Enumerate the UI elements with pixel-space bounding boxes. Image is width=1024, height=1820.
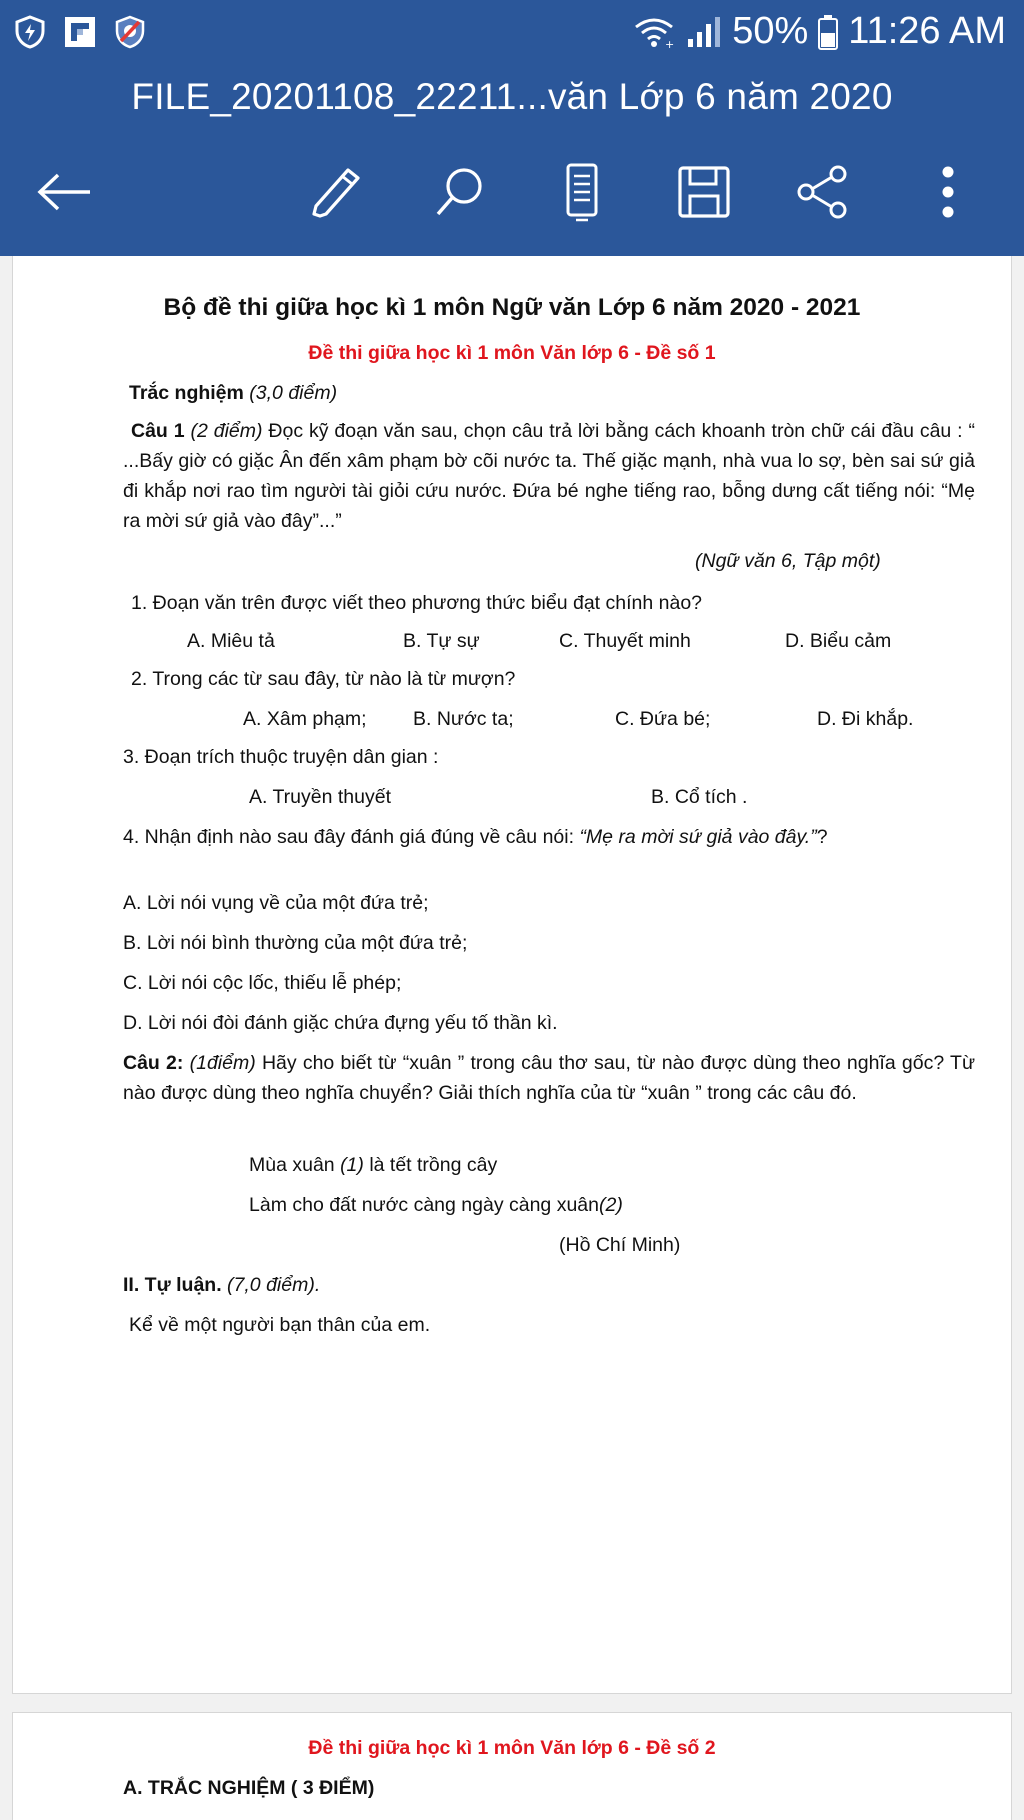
q2-points: (1điểm): [189, 1052, 256, 1074]
battery-icon: [818, 14, 838, 50]
status-bar: [0, 0, 1024, 72]
sub3-option-b: B. Cổ tích .: [651, 786, 748, 808]
exam2-section-a: A. TRẮC NGHIỆM ( 3 ĐIỂM): [123, 1777, 375, 1799]
reading-view-icon: [560, 162, 604, 222]
clock: 11:26 AM: [848, 10, 1006, 52]
sub4-option-d: D. Lời nói đòi đánh giặc chứa đựng yếu tố thần kì.: [123, 1012, 558, 1034]
sub4-option-b: B. Lời nói bình thường của một đứa trẻ;: [123, 932, 468, 954]
back-arrow-icon: [36, 172, 92, 212]
more-vert-icon: [938, 164, 958, 220]
section2-heading: [123, 1270, 320, 1300]
q1-paragraph: [123, 416, 975, 536]
poem-line-1: [249, 1150, 497, 1180]
save-button[interactable]: [672, 160, 736, 224]
sub4-option-a: A. Lời nói vụng về của một đứa trẻ;: [123, 892, 429, 914]
poem-line-2-mark: (2): [598, 1194, 623, 1216]
poem-line-1-part-b: là tết trồng cây: [363, 1154, 498, 1176]
q1-points: (2 điểm): [190, 420, 263, 442]
document-filename: FILE_20201108_22211...văn Lớp 6 năm 2020: [131, 76, 893, 117]
sub4-option-c: C. Lời nói cộc lốc, thiếu lễ phép;: [123, 972, 402, 994]
edit-pencil-icon: [308, 164, 364, 220]
edit-button[interactable]: [304, 160, 368, 224]
q2-label: Câu 2:: [123, 1052, 184, 1074]
more-options-button[interactable]: [916, 160, 980, 224]
section2-label: II. Tự luận.: [123, 1274, 222, 1296]
sub1-option-a: A. Miêu tả: [187, 630, 275, 652]
q1-source: (Ngữ văn 6, Tập một): [695, 550, 881, 572]
q2-text: Hãy cho biết từ “xuân ” trong câu thơ sau, từ nào được dùng theo nghĩa gốc? Từ nào được dùng theo nghĩa chuyển? Giải thích nghĩa của từ “xuân ” trong các câu đó.: [123, 1052, 976, 1104]
signal-icon: [686, 15, 722, 49]
sub4-question-text: 4. Nhận định nào sau đây đánh giá đúng về câu nói:: [123, 826, 575, 848]
sub3-option-a: A. Truyền thuyết: [249, 786, 391, 808]
sub2-question: 2. Trong các từ sau đây, từ nào là từ mượn?: [131, 668, 516, 690]
section2-task: Kể về một người bạn thân của em.: [129, 1314, 431, 1336]
sub2-option-a: A. Xâm phạm;: [243, 708, 367, 730]
app-header: [0, 0, 1024, 256]
save-icon: [676, 164, 732, 220]
section1-label: Trắc nghiệm: [129, 382, 244, 404]
main-title: Bộ đề thi giữa học kì 1 môn Ngữ văn Lớp 6 năm 2020 - 2021: [163, 294, 861, 321]
search-icon: [432, 164, 488, 220]
q1-text: Đọc kỹ đoạn văn sau, chọn câu trả lời bằng cách khoanh tròn chữ cái đầu câu : “ ...Bấy giờ có giặc Ân đến xâm phạm bờ cõi nước ta. Thế giặc mạnh, nhà vua lo sợ, bèn sai sứ giả đi khắp nơi rao tìm người tài giỏi cứu nước. Đứa bé nghe tiếng rao, bỗng dưng cất tiếng nói: “Mẹ ra mời sứ giả vào đây”...”: [123, 420, 975, 532]
no-spy-shield-icon: [112, 14, 148, 55]
section1-heading: [129, 378, 337, 408]
wifi-icon: [632, 15, 676, 49]
document-page-1[interactable]: [12, 256, 1012, 1694]
exam1-title: Đề thi giữa học kì 1 môn Văn lớp 6 - Đề số 1: [308, 342, 716, 364]
battery-percent: 50%: [732, 10, 809, 52]
flipboard-icon: [62, 14, 98, 55]
sub2-option-b: B. Nước ta;: [413, 708, 514, 730]
exam2-title: Đề thi giữa học kì 1 môn Văn lớp 6 - Đề số 2: [308, 1737, 716, 1759]
shield-bolt-icon: [12, 14, 48, 55]
sub4-question-end: ?: [816, 826, 828, 848]
sub1-option-d: D. Biểu cảm: [785, 630, 892, 652]
document-page-2[interactable]: [12, 1712, 1012, 1820]
reading-view-button[interactable]: [550, 160, 614, 224]
poem-line-1-mark: (1): [340, 1154, 364, 1176]
sub4-quote: “Mẹ ra mời sứ giả vào đây.”: [579, 826, 817, 848]
section1-points: (3,0 điểm): [249, 382, 338, 404]
share-button[interactable]: [790, 160, 854, 224]
sub1-question: 1. Đoạn văn trên được viết theo phương thức biểu đạt chính nào?: [131, 592, 703, 614]
poem-line-1-part-a: Mùa xuân: [249, 1154, 341, 1176]
sub2-option-d: D. Đi khắp.: [817, 708, 914, 730]
q2-paragraph: [123, 1048, 975, 1108]
poem-line-2: [249, 1190, 623, 1220]
back-button[interactable]: [32, 160, 96, 224]
share-icon: [794, 164, 850, 220]
sub1-option-c: C. Thuyết minh: [559, 630, 691, 652]
poem-author: (Hồ Chí Minh): [559, 1234, 681, 1256]
sub1-option-b: B. Tự sự: [403, 630, 480, 652]
q1-label: Câu 1: [131, 420, 185, 442]
sub3-question: 3. Đoạn trích thuộc truyện dân gian :: [123, 746, 439, 768]
poem-line-2-text: Làm cho đất nước càng ngày càng xuân: [249, 1194, 599, 1216]
svg-text:+: +: [665, 37, 675, 49]
toolbar: [0, 150, 1024, 240]
sub4-question: [123, 822, 828, 852]
search-button[interactable]: [428, 160, 492, 224]
section2-points: (7,0 điểm).: [227, 1274, 321, 1296]
sub2-option-c: C. Đứa bé;: [615, 708, 711, 730]
